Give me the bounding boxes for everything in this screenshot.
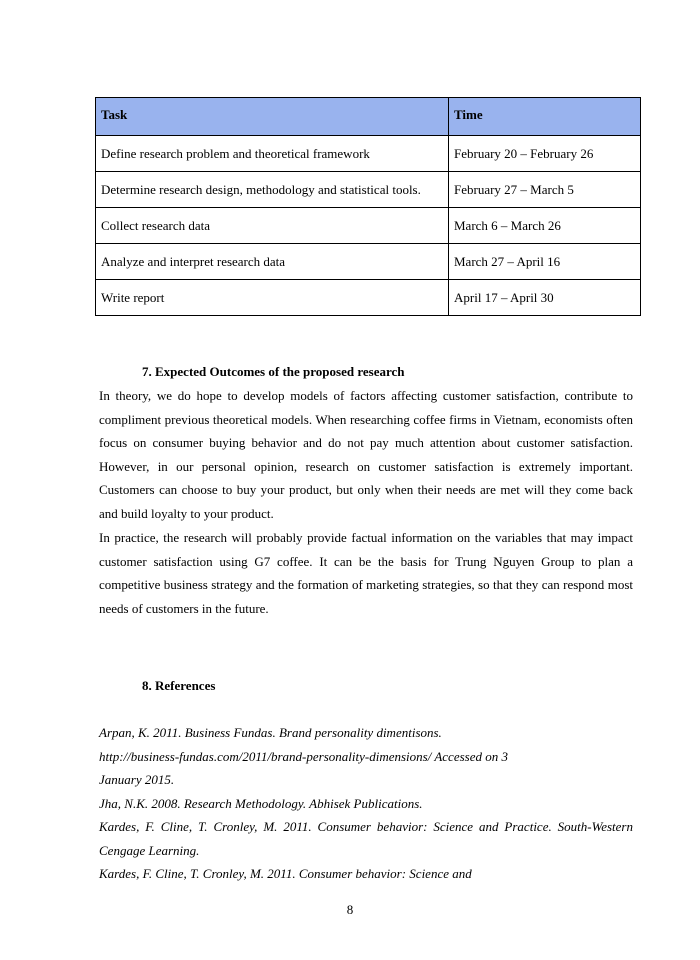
section-7-paragraph-2: In practice, the research will probably provide factual information on the variables that may impact customer satisfaction using G7 coffee. It can be the basis for Trung Nguyen Group to plan a competitive business strategy and the formation of marketing strategies, so that they can respond most needs of customers in the future. (99, 530, 633, 616)
section-7-paragraph-1: In theory, we do hope to develop models of factors affecting customer satisfaction, contribute to compliment previous theoretical models. When researching coffee firms in Vietnam, economists often focus on consumer buying behavior and do not pay much attention about customer satisfaction. However, in our personal opinion, research on customer satisfaction is extremely important. Customers can choose to buy your product, but only when their needs are met will they come back and build loyalty to your product. (99, 388, 633, 521)
reference-entry: Kardes, F. Cline, T. Cronley, M. 2011. Consumer behavior: Science and Practice. South-Western Cengage Learning. (99, 819, 633, 858)
time-column-header: Time (449, 98, 641, 136)
time-cell: March 6 – March 26 (449, 208, 641, 244)
page-number: 8 (346, 902, 354, 917)
task-cell: Analyze and interpret research data (96, 244, 449, 280)
table-row (96, 172, 641, 208)
table-row (96, 136, 641, 172)
table-row (96, 280, 641, 316)
reference-entry: Arpan, K. 2011. Business Fundas. Brand personality dimentisons. (99, 725, 442, 740)
research-schedule-table (95, 97, 641, 316)
reference-entry: Jha, N.K. 2008. Research Methodology. Abhisek Publications. (99, 795, 423, 811)
task-cell: Define research problem and theoretical framework (96, 136, 449, 172)
time-cell: April 17 – April 30 (449, 280, 641, 316)
task-cell: Collect research data (96, 208, 449, 244)
reference-entry: http://business-fundas.com/2011/brand-personality-dimensions/ Accessed on 3 (99, 748, 508, 764)
section-8-heading: 8. References (142, 678, 216, 693)
reference-entry: Kardes, F. Cline, T. Cronley, M. 2011. Consumer behavior: Science and (99, 866, 472, 881)
section-7-heading: 7. Expected Outcomes of the proposed research (142, 364, 405, 379)
task-cell: Write report (96, 280, 449, 316)
references-list (99, 721, 633, 886)
reference-entry: January 2015. (99, 772, 175, 787)
time-cell: February 20 – February 26 (449, 136, 641, 172)
table-row (96, 244, 641, 280)
task-column-header: Task (96, 98, 449, 136)
table-row (96, 208, 641, 244)
time-cell: March 27 – April 16 (449, 244, 641, 280)
task-cell: Determine research design, methodology and statistical tools. (96, 172, 449, 208)
time-cell: February 27 – March 5 (449, 172, 641, 208)
table-header-row (96, 98, 641, 136)
